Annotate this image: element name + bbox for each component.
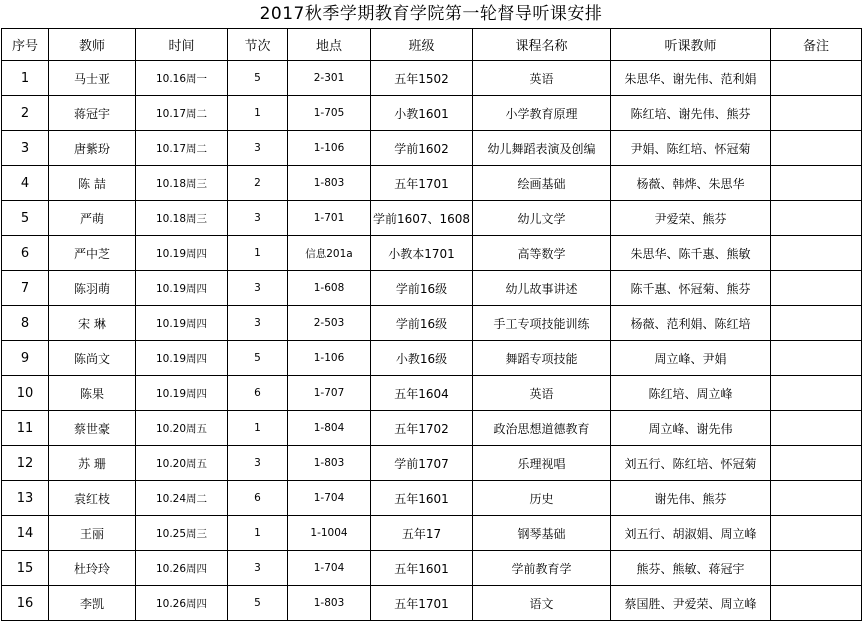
cell-period: 2 (228, 166, 288, 201)
cell-observers: 熊芬、熊敏、蒋冠宇 (611, 551, 771, 586)
cell-time: 10.26周四 (136, 586, 228, 621)
cell-course: 历史 (473, 481, 611, 516)
cell-no: 11 (2, 411, 49, 446)
cell-class: 五年1604 (371, 376, 473, 411)
schedule-table (1, 28, 862, 621)
cell-observers: 朱思华、陈千惠、熊敏 (611, 236, 771, 271)
cell-no: 13 (2, 481, 49, 516)
cell-period: 5 (228, 341, 288, 376)
cell-no: 8 (2, 306, 49, 341)
cell-note (771, 586, 862, 621)
cell-period: 6 (228, 481, 288, 516)
cell-course: 幼儿舞蹈表演及创编 (473, 131, 611, 166)
cell-course: 小学教育原理 (473, 96, 611, 131)
cell-place: 1-707 (288, 376, 371, 411)
cell-period: 3 (228, 446, 288, 481)
cell-class: 小教16级 (371, 341, 473, 376)
cell-no: 4 (2, 166, 49, 201)
cell-class: 小教1601 (371, 96, 473, 131)
cell-course: 舞蹈专项技能 (473, 341, 611, 376)
cell-course: 幼儿文学 (473, 201, 611, 236)
cell-class: 学前1607、1608 (371, 201, 473, 236)
cell-observers: 陈千惠、怀冠菊、熊芬 (611, 271, 771, 306)
cell-no: 6 (2, 236, 49, 271)
cell-course: 政治思想道德教育 (473, 411, 611, 446)
table-row (2, 236, 862, 271)
cell-class: 学前1602 (371, 131, 473, 166)
cell-time: 10.17周二 (136, 131, 228, 166)
cell-note (771, 481, 862, 516)
page-title: 2017秋季学期教育学院第一轮督导听课安排 (259, 4, 603, 24)
cell-period: 1 (228, 516, 288, 551)
table-row (2, 201, 862, 236)
cell-no: 12 (2, 446, 49, 481)
cell-course: 绘画基础 (473, 166, 611, 201)
cell-place: 1-106 (288, 131, 371, 166)
cell-note (771, 271, 862, 306)
cell-no: 9 (2, 341, 49, 376)
cell-observers: 周立峰、谢先伟 (611, 411, 771, 446)
header-period: 节次 (228, 29, 288, 61)
cell-period: 3 (228, 271, 288, 306)
cell-teacher: 宋 琳 (49, 306, 136, 341)
cell-teacher: 唐紫玢 (49, 131, 136, 166)
cell-class: 五年1502 (371, 61, 473, 96)
cell-course: 学前教育学 (473, 551, 611, 586)
cell-observers: 陈红培、谢先伟、熊芬 (611, 96, 771, 131)
cell-note (771, 341, 862, 376)
cell-note (771, 131, 862, 166)
cell-observers: 尹娟、陈红培、怀冠菊 (611, 131, 771, 166)
cell-place: 1-803 (288, 586, 371, 621)
cell-time: 10.19周四 (136, 341, 228, 376)
cell-teacher: 袁红枝 (49, 481, 136, 516)
cell-no: 3 (2, 131, 49, 166)
cell-time: 10.24周二 (136, 481, 228, 516)
cell-class: 小教本1701 (371, 236, 473, 271)
cell-time: 10.16周一 (136, 61, 228, 96)
cell-place: 1-608 (288, 271, 371, 306)
cell-time: 10.19周四 (136, 376, 228, 411)
cell-place: 2-301 (288, 61, 371, 96)
schedule-body (2, 61, 862, 621)
table-row (2, 516, 862, 551)
cell-no: 7 (2, 271, 49, 306)
cell-place: 1-803 (288, 446, 371, 481)
cell-no: 1 (2, 61, 49, 96)
cell-class: 五年1601 (371, 551, 473, 586)
cell-teacher: 蔡世豪 (49, 411, 136, 446)
cell-no: 2 (2, 96, 49, 131)
cell-observers: 杨薇、韩烨、朱思华 (611, 166, 771, 201)
cell-teacher: 陈羽萌 (49, 271, 136, 306)
cell-teacher: 杜玲玲 (49, 551, 136, 586)
cell-place: 1-106 (288, 341, 371, 376)
table-row (2, 341, 862, 376)
cell-period: 6 (228, 376, 288, 411)
cell-period: 1 (228, 411, 288, 446)
cell-teacher: 严萌 (49, 201, 136, 236)
cell-teacher: 严中芝 (49, 236, 136, 271)
cell-course: 幼儿故事讲述 (473, 271, 611, 306)
cell-class: 五年1701 (371, 166, 473, 201)
cell-course: 英语 (473, 61, 611, 96)
cell-place: 1-1004 (288, 516, 371, 551)
cell-class: 学前16级 (371, 271, 473, 306)
cell-period: 3 (228, 306, 288, 341)
cell-teacher: 陈果 (49, 376, 136, 411)
cell-teacher: 王丽 (49, 516, 136, 551)
cell-teacher: 苏 珊 (49, 446, 136, 481)
header-note: 备注 (771, 29, 862, 61)
table-row (2, 271, 862, 306)
header-row (2, 29, 862, 61)
cell-observers: 朱思华、谢先伟、范利娟 (611, 61, 771, 96)
cell-course: 手工专项技能训练 (473, 306, 611, 341)
cell-place: 1-803 (288, 166, 371, 201)
cell-course: 钢琴基础 (473, 516, 611, 551)
cell-time: 10.19周四 (136, 236, 228, 271)
header-no: 序号 (2, 29, 49, 61)
cell-note (771, 236, 862, 271)
cell-note (771, 551, 862, 586)
cell-observers: 尹爱荣、熊芬 (611, 201, 771, 236)
cell-place: 1-704 (288, 481, 371, 516)
table-row (2, 411, 862, 446)
cell-place: 信息201a (288, 236, 371, 271)
cell-teacher: 马士亚 (49, 61, 136, 96)
header-place: 地点 (288, 29, 371, 61)
cell-place: 1-804 (288, 411, 371, 446)
cell-time: 10.18周三 (136, 166, 228, 201)
cell-time: 10.19周四 (136, 306, 228, 341)
cell-observers: 刘五行、陈红培、怀冠菊 (611, 446, 771, 481)
cell-no: 15 (2, 551, 49, 586)
table-row (2, 96, 862, 131)
cell-time: 10.18周三 (136, 201, 228, 236)
cell-note (771, 306, 862, 341)
cell-no: 5 (2, 201, 49, 236)
cell-teacher: 蒋冠宇 (49, 96, 136, 131)
cell-course: 英语 (473, 376, 611, 411)
header-time: 时间 (136, 29, 228, 61)
table-row (2, 481, 862, 516)
cell-period: 3 (228, 551, 288, 586)
cell-course: 高等数学 (473, 236, 611, 271)
cell-class: 五年1601 (371, 481, 473, 516)
cell-time: 10.20周五 (136, 446, 228, 481)
cell-class: 学前1707 (371, 446, 473, 481)
cell-teacher: 陈尚文 (49, 341, 136, 376)
table-row (2, 551, 862, 586)
cell-note (771, 201, 862, 236)
table-row (2, 586, 862, 621)
cell-place: 1-704 (288, 551, 371, 586)
cell-observers: 陈红培、周立峰 (611, 376, 771, 411)
cell-period: 3 (228, 201, 288, 236)
cell-no: 16 (2, 586, 49, 621)
cell-note (771, 166, 862, 201)
cell-no: 14 (2, 516, 49, 551)
cell-period: 3 (228, 131, 288, 166)
cell-place: 1-705 (288, 96, 371, 131)
cell-course: 乐理视唱 (473, 446, 611, 481)
cell-class: 五年17 (371, 516, 473, 551)
header-course: 课程名称 (473, 29, 611, 61)
cell-place: 1-701 (288, 201, 371, 236)
cell-period: 1 (228, 236, 288, 271)
cell-period: 1 (228, 96, 288, 131)
header-observers: 听课教师 (611, 29, 771, 61)
table-row (2, 61, 862, 96)
cell-observers: 刘五行、胡淑娟、周立峰 (611, 516, 771, 551)
cell-observers: 周立峰、尹娟 (611, 341, 771, 376)
cell-note (771, 446, 862, 481)
cell-period: 5 (228, 61, 288, 96)
cell-no: 10 (2, 376, 49, 411)
table-row (2, 306, 862, 341)
cell-note (771, 411, 862, 446)
cell-time: 10.19周四 (136, 271, 228, 306)
cell-place: 2-503 (288, 306, 371, 341)
cell-note (771, 96, 862, 131)
cell-teacher: 李凯 (49, 586, 136, 621)
cell-observers: 杨薇、范利娟、陈红培 (611, 306, 771, 341)
cell-note (771, 516, 862, 551)
cell-time: 10.25周三 (136, 516, 228, 551)
cell-teacher: 陈 喆 (49, 166, 136, 201)
table-row (2, 376, 862, 411)
cell-observers: 谢先伟、熊芬 (611, 481, 771, 516)
cell-time: 10.20周五 (136, 411, 228, 446)
cell-course: 语文 (473, 586, 611, 621)
cell-class: 五年1702 (371, 411, 473, 446)
table-row (2, 166, 862, 201)
cell-note (771, 376, 862, 411)
cell-time: 10.26周四 (136, 551, 228, 586)
cell-period: 5 (228, 586, 288, 621)
cell-class: 五年1701 (371, 586, 473, 621)
cell-note (771, 61, 862, 96)
header-teacher: 教师 (49, 29, 136, 61)
cell-class: 学前16级 (371, 306, 473, 341)
cell-time: 10.17周二 (136, 96, 228, 131)
table-row (2, 131, 862, 166)
header-class: 班级 (371, 29, 473, 61)
cell-observers: 蔡国胜、尹爱荣、周立峰 (611, 586, 771, 621)
table-row (2, 446, 862, 481)
